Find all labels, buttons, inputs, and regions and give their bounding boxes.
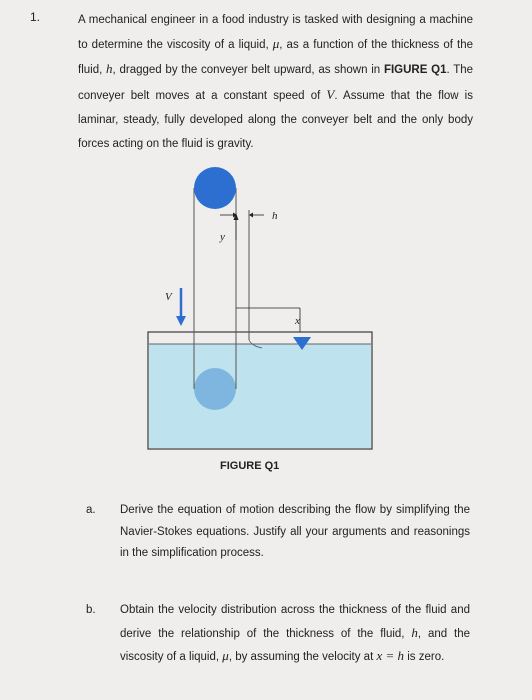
part-b [86,600,476,680]
mu-symbol: μ [272,36,280,52]
figure-caption: FIGURE Q1 [220,460,280,472]
part-a-letter: a. [86,504,96,516]
part-b-text [120,600,470,669]
label-x: x [295,315,300,327]
liquid-body [149,344,371,448]
figure-reference: FIGURE Q1 [383,64,447,77]
part-a [86,500,476,570]
question-number: 1. [30,10,41,24]
belt-velocity-arrow-head [176,316,186,326]
label-y: y [220,231,225,243]
part-b-letter: b. [86,604,96,616]
intro-text-5: . Assume that the flow is laminar, steady, fully developed along the conveyer belt and the only body forces acting on the fluid is gravity. [78,89,473,151]
part-b-text-3: , by assuming the velocity at [228,651,374,663]
intro-text-2: , as a function of the thickness of the fluid, [78,39,473,77]
top-roller [194,167,236,209]
part-a-text: Derive the equation of motion describing the flow by simplifying the Navier-Stokes equations. Justify all your arguments and reasonings in the simplification process. [120,504,470,559]
figure-q1 [140,160,380,465]
intro-text-3: , dragged by the conveyer belt upward, as shown in [112,64,381,77]
figure-q1-diagram [140,160,380,460]
label-V: V [165,291,172,303]
question-statement [78,8,473,156]
part-b-x-eq-h: x = h [376,648,405,663]
intro-text-1: A mechanical engineer in a food industry is tasked with designing a machine to determine the viscosity of a liquid, [78,14,473,52]
label-h: h [272,210,278,222]
h-symbol: h [106,61,113,77]
part-b-text-2: , and the viscosity of a liquid, [120,627,470,663]
V-symbol: V [326,86,335,102]
part-b-text-1: Obtain the velocity distribution across the thickness of the fluid and derive the relationship of the thickness of the fluid, [120,604,470,640]
intro-text-4: . The conveyer belt moves at a constant speed of [78,64,474,102]
h-dim-arrow-right-head [249,213,253,218]
part-b-text-4: is zero. [404,651,445,663]
part-b-h-symbol: h [411,624,418,640]
part-b-mu-symbol: μ [222,648,229,663]
bottom-roller [194,368,236,410]
